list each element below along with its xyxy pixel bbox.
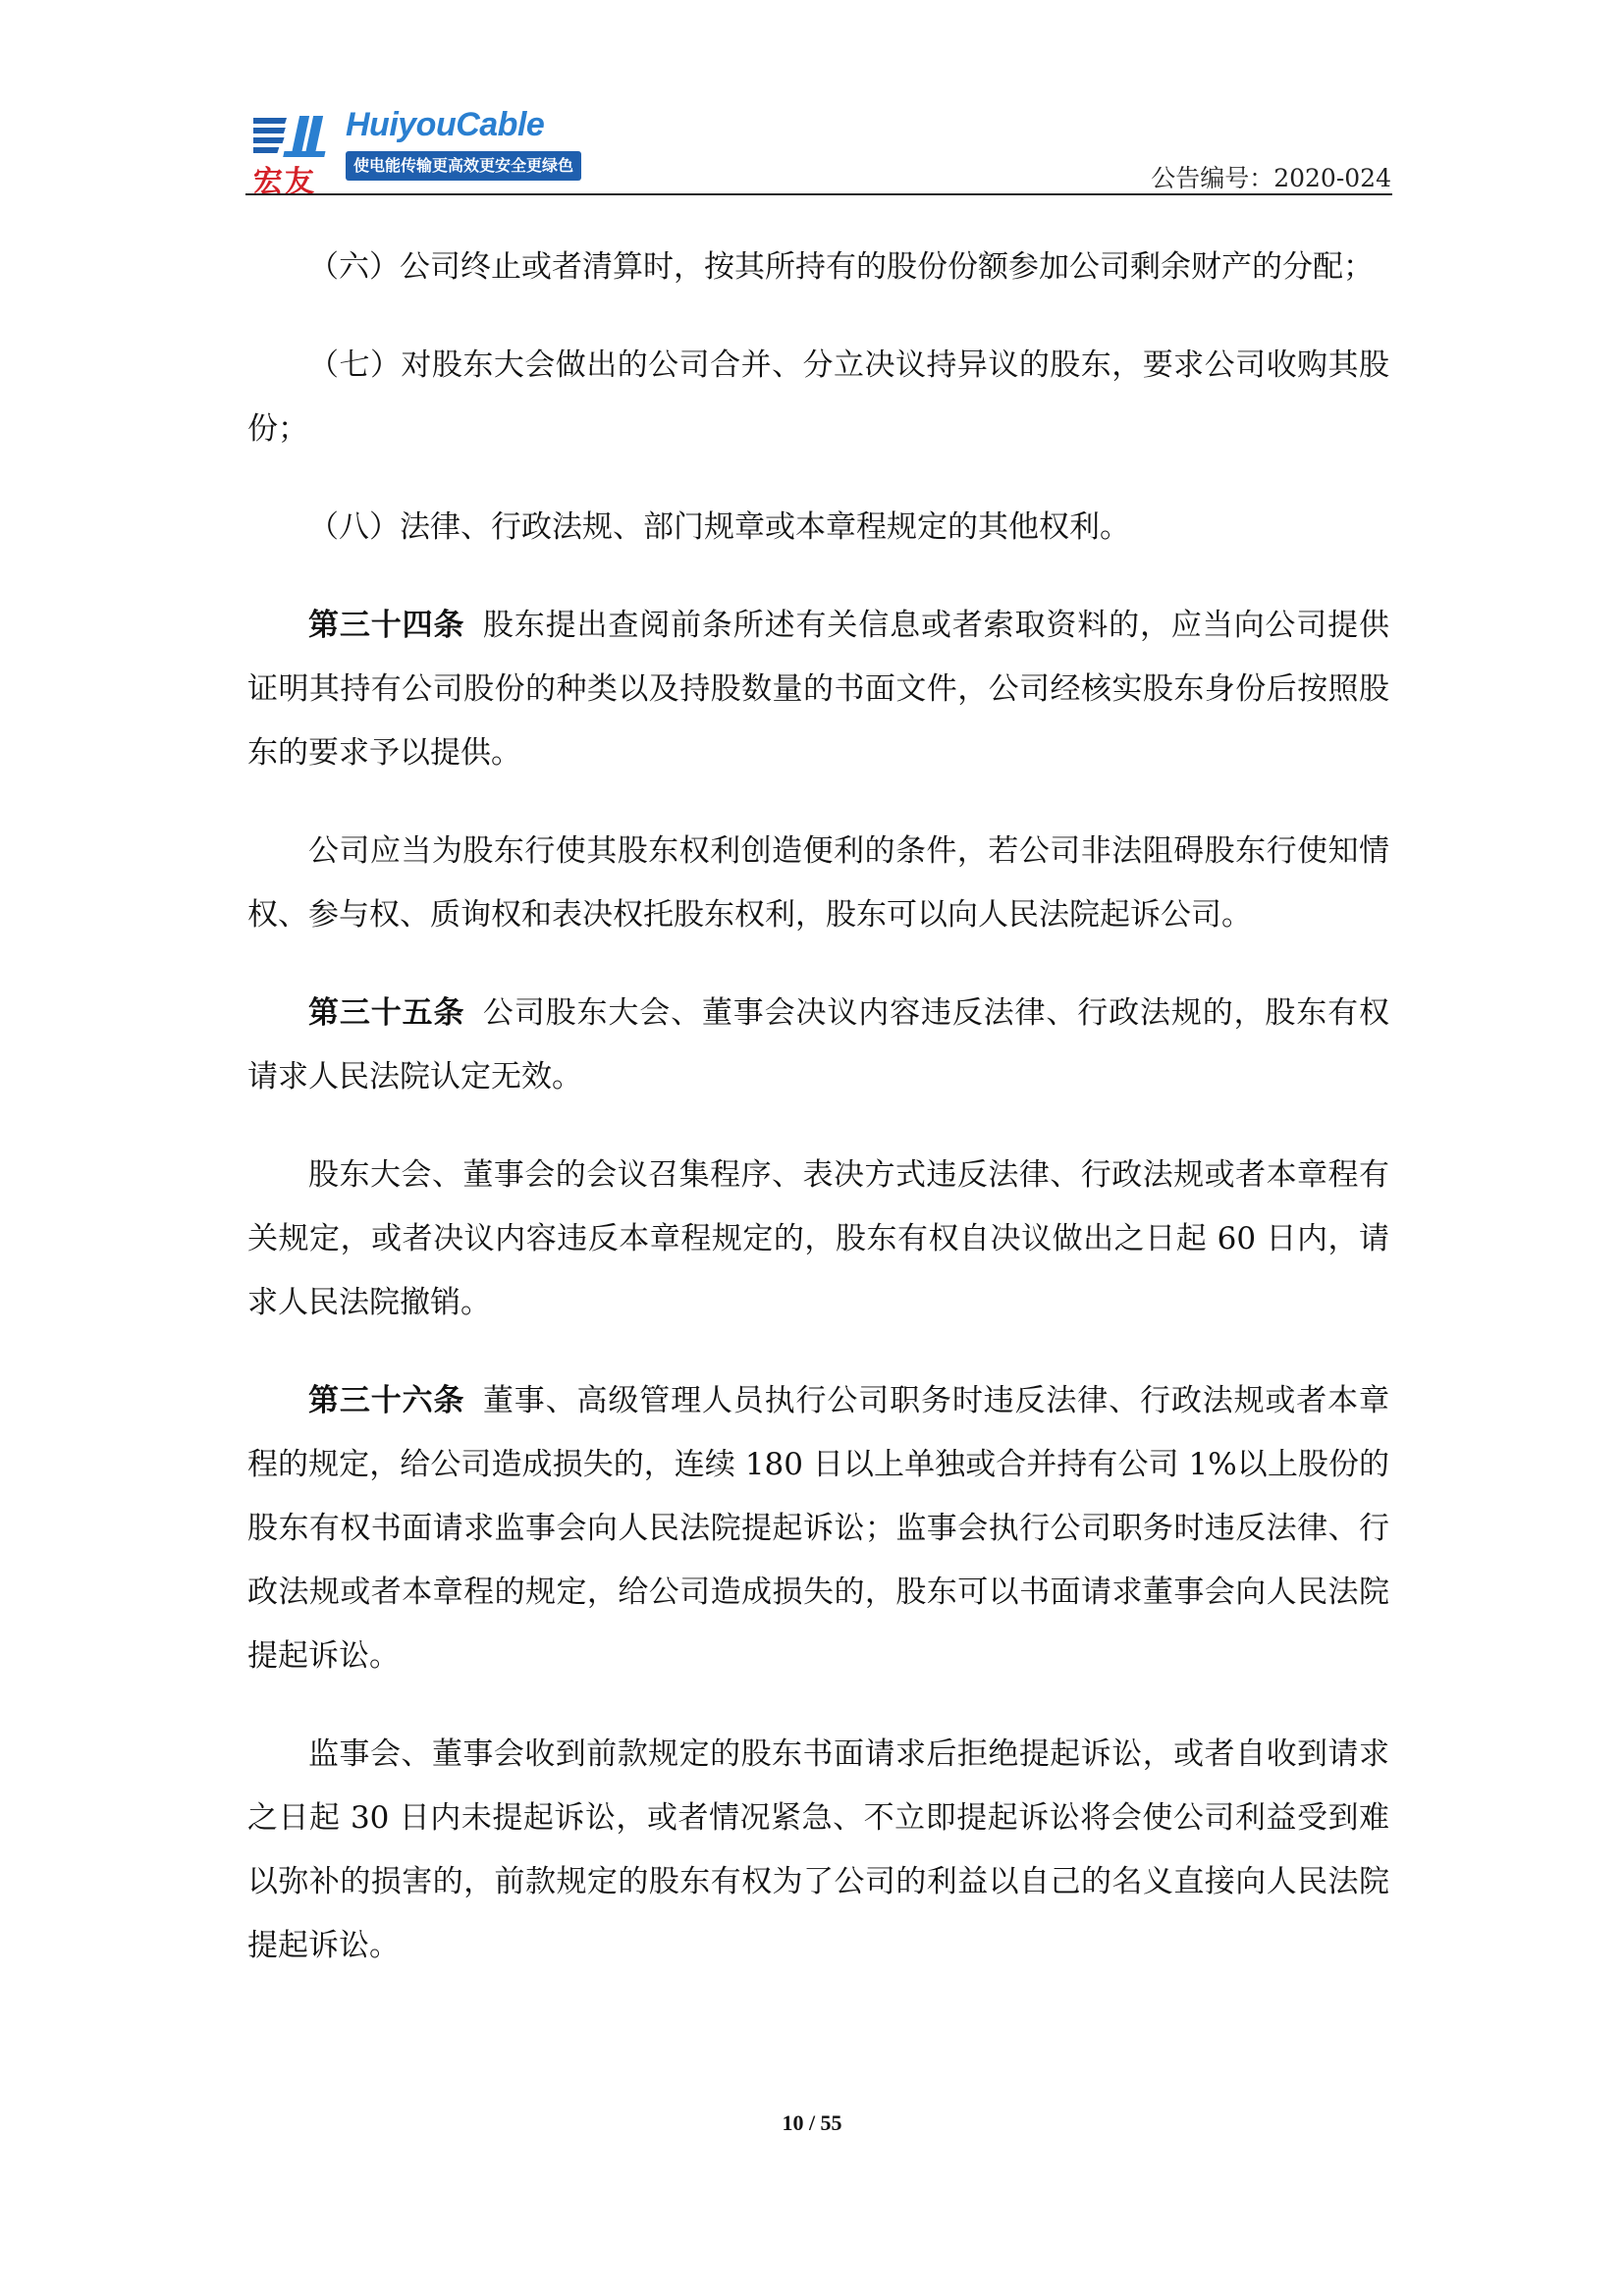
- paragraph: [247, 236, 1389, 299]
- article-heading: 第三十六条: [308, 1383, 465, 1418]
- paragraph: [247, 1144, 1389, 1335]
- page-number: 10 / 55: [782, 2110, 842, 2135]
- paragraph: [247, 1723, 1389, 1978]
- paragraph-text: 股东大会、董事会的会议召集程序、表决方式违反法律、行政法规或者本章程有关规定，或者决议内容违反本章程规定的，股东有权自决议做出之日起 60 日内，请求人民法院撤销。: [247, 1157, 1389, 1320]
- header-divider: [245, 193, 1392, 195]
- article-heading: 第三十四条: [308, 608, 465, 643]
- paragraph-text: （六）公司终止或者清算时，按其所持有的股份份额参加公司剩余财产的分配；: [308, 249, 1374, 285]
- paragraph-text: 董事、高级管理人员执行公司职务时违反法律、行政法规或者本章程的规定，给公司造成损失的，连续 180 日以上单独或合并持有公司 1%以上股份的股东有权书面请求监事会向人民法院提起诉讼；监事会执行公司职务时违反法律、行政法规或者本章程的规定，给公司造成损失的，股东可以书面请求董事会向人民法院提起诉讼。: [247, 1383, 1390, 1674]
- article-35-paragraph: [247, 982, 1389, 1109]
- company-logo: [247, 106, 574, 199]
- logo-slogan: 使电能传输更高效更安全更绿色: [346, 151, 581, 181]
- paragraph: [247, 334, 1389, 461]
- document-body: [247, 236, 1389, 2012]
- page-header: [247, 106, 1391, 199]
- paragraph-text: 公司应当为股东行使其股东权利创造便利的条件，若公司非法阻碍股东行使知情权、参与权、质询权和表决权托股东权利，股东可以向人民法院起诉公司。: [247, 833, 1389, 933]
- paragraph-text: 股东提出查阅前条所述有关信息或者索取资料的，应当向公司提供证明其持有公司股份的种类以及持股数量的书面文件，公司经核实股东身份后按照股东的要求予以提供。: [247, 608, 1390, 771]
- article-34-paragraph: [247, 594, 1389, 785]
- logo-english-text: HuiyouCable: [346, 106, 545, 143]
- paragraph-text: （七）对股东大会做出的公司合并、分立决议持异议的股东，要求公司收购其股份；: [247, 347, 1389, 447]
- article-36-paragraph: [247, 1369, 1389, 1688]
- announcement-number: 公告编号：2020-024: [1151, 164, 1391, 192]
- paragraph-text: 公司股东大会、董事会决议内容违反法律、行政法规的，股东有权请求人民法院认定无效。: [247, 995, 1390, 1095]
- logo-chinese-text: 宏友: [253, 165, 316, 199]
- paragraph: [247, 496, 1389, 560]
- paragraph-text: 监事会、董事会收到前款规定的股东书面请求后拒绝提起诉讼，或者自收到请求之日起 30 日内未提起诉讼，或者情况紧急、不立即提起诉讼将会使公司利益受到难以弥补的损害的，前款规定的股东有权为了公司的利益以自己的名义直接向人民法院提起诉讼。: [247, 1736, 1389, 1963]
- paragraph-text: （八）法律、行政法规、部门规章或本章程规定的其他权利。: [308, 509, 1130, 545]
- article-heading: 第三十五条: [308, 995, 465, 1031]
- paragraph: [247, 820, 1389, 947]
